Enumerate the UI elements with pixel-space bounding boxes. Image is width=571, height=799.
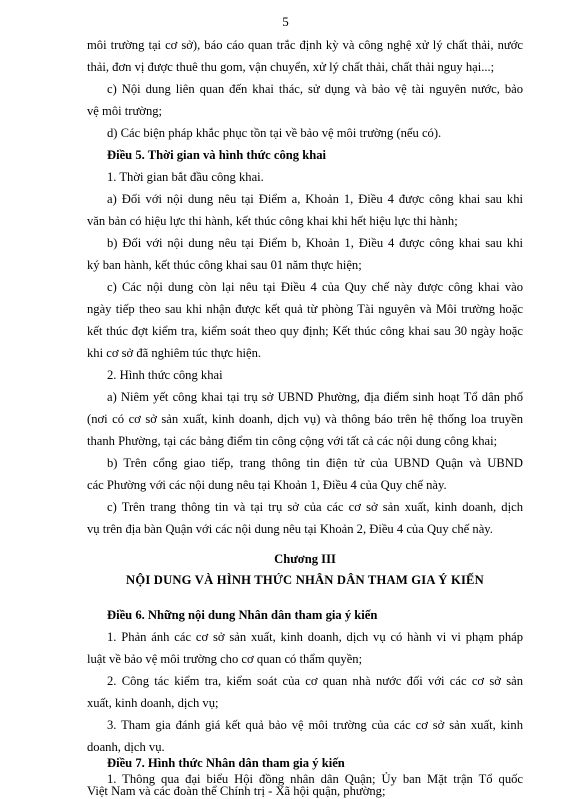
body-line: b) Trên cổng giao tiếp, trang thông tin điện tử của UBND Quận và UBND <box>107 456 523 470</box>
body-line: thanh Phường, tại các bảng điểm tin công cộng với tất cả các nội dung công khai; <box>87 434 498 448</box>
article-7-heading: Điều 7. Hình thức Nhân dân tham gia ý kiến <box>107 756 345 770</box>
body-line: Việt Nam và các đoàn thể Chính trị - Xã hội quận, phường; <box>87 784 386 798</box>
body-line: xuất, kinh doanh, dịch vụ; <box>87 696 219 710</box>
body-line: thải, đơn vị được thuê thu gom, vận chuyển, xử lý chất thải, chất thải nguy hại...; <box>87 60 495 74</box>
body-line: a) Đối với nội dung nêu tại Điểm a, Khoản 1, Điều 4 được công khai sau khi <box>107 192 523 206</box>
body-line: c) Nội dung liên quan đến khai thác, sử dụng và bảo vệ tài nguyên nước, bảo <box>107 82 523 96</box>
article-5-heading: Điều 5. Thời gian và hình thức công khai <box>107 148 327 162</box>
body-line: ký ban hành, kết thúc công khai sau 01 năm thực hiện; <box>87 258 362 272</box>
body-line: văn bản có hiệu lực thi hành, kết thúc công khai khi hết hiệu lực thi hành; <box>87 214 458 228</box>
body-line: doanh, dịch vụ. <box>87 740 165 754</box>
page-number: 5 <box>282 14 289 29</box>
body-line: 1. Phản ánh các cơ sở sản xuất, kinh doanh, dịch vụ có hành vi vi phạm pháp <box>107 630 523 644</box>
body-line: khi cơ sở đã nghiêm túc thực hiện. <box>87 346 262 360</box>
body-line: c) Trên trang thông tin và tại trụ sở của các cơ sở sản xuất, kinh doanh, dịch <box>107 500 523 514</box>
body-line: các Phường với các nội dung nêu tại Khoản 1, Điều 4 của Quy chế này. <box>87 478 447 492</box>
chapter-number: Chương III <box>274 552 336 566</box>
chapter-title: NỘI DUNG VÀ HÌNH THỨC NHÂN DÂN THAM GIA Ý KIẾN <box>126 573 484 587</box>
body-line: môi trường tại cơ sở), báo cáo quan trắc định kỳ và công nghệ xử lý chất thải, nước <box>87 38 523 52</box>
body-line: ngày tiếp theo sau khi nhận được kết quả từ phòng Tài nguyên và Môi trường hoặc <box>87 302 523 316</box>
body-line: 2. Hình thức công khai <box>107 368 223 382</box>
body-line: luật về bảo vệ môi trường cho cơ quan có thẩm quyền; <box>87 652 363 666</box>
article-6-heading: Điều 6. Những nội dung Nhân dân tham gia ý kiến <box>107 608 378 622</box>
body-line: 1. Thông qua đại biểu Hội đồng nhân dân Quận; Ủy ban Mặt trận Tổ quốc <box>107 772 523 786</box>
body-line: b) Đối với nội dung nêu tại Điểm b, Khoản 1, Điều 4 được công khai sau khi <box>107 236 523 250</box>
body-line: vệ môi trường; <box>87 104 163 118</box>
body-line: kết thúc đợt kiểm tra, kiểm soát theo quy định; Kết thúc công khai sau 30 ngày hoặc <box>87 324 523 338</box>
body-line: c) Các nội dung còn lại nêu tại Điều 4 của Quy chế này được công khai vào <box>107 280 523 294</box>
body-line: vụ trên địa bàn Quận với các nội dung nêu tại Khoản 2, Điều 4 của Quy chế này. <box>87 522 493 536</box>
body-line: d) Các biện pháp khắc phục tồn tại về bảo vệ môi trường (nếu có). <box>107 126 442 140</box>
body-line: 3. Tham gia đánh giá kết quả bảo vệ môi trường của các cơ sở sản xuất, kinh <box>107 718 523 732</box>
body-line: a) Niêm yết công khai tại trụ sở UBND Phường, địa điểm sinh hoạt Tổ dân phố <box>107 390 523 404</box>
body-line: (nơi có cơ sở sản xuất, kinh doanh, dịch vụ) và thông báo trên hệ thống loa truyền <box>87 412 523 426</box>
body-line: 2. Công tác kiểm tra, kiểm soát của cơ quan nhà nước đối với các cơ sở sản <box>107 674 523 688</box>
body-line: 1. Thời gian bắt đầu công khai. <box>107 170 264 184</box>
